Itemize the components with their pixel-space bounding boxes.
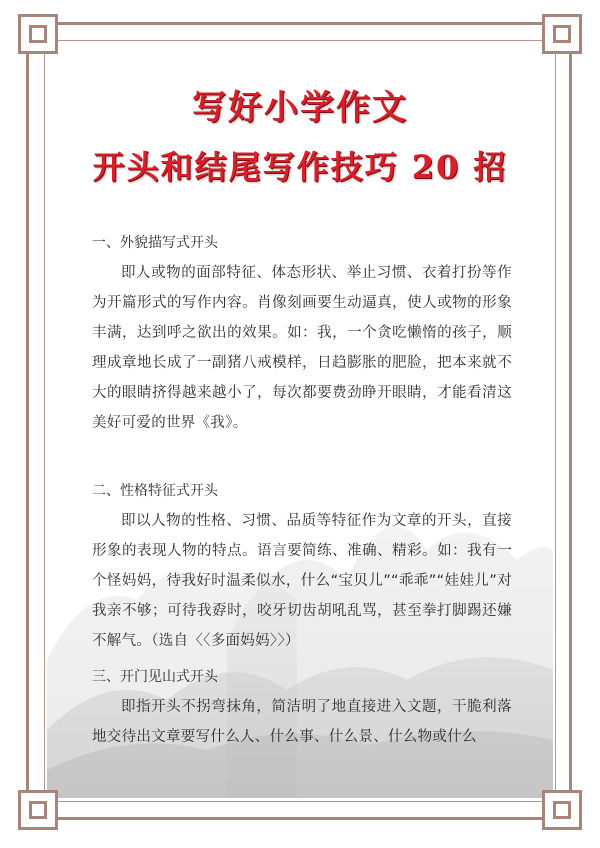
section-paragraph: 即以人物的性格、习惯、品质等特征作为文章的开头，直接形象的表现人物的特点。语言要简练、准确、精彩。如：我有一个怪妈妈，待我好时温柔似水，什么“宝贝儿”“乖乖”“娃娃儿”对我亲不够；可待我孬时，咬牙切齿胡吼乱骂，甚至拳打脚踢还嫌不解气。（选自〈〈多面妈妈〉〉）: [92, 513, 512, 649]
frame-corner-ornament: [542, 790, 582, 830]
article-body: [92, 228, 512, 752]
frame-corner-ornament: [18, 14, 58, 54]
title-line-2: 开头和结尾写作技巧 20 招: [92, 148, 508, 186]
title-line-1: 写好小学作文: [192, 88, 408, 128]
frame-corner-ornament: [542, 14, 582, 54]
frame-corner-ornament: [18, 790, 58, 830]
section-heading: 三、开门见山式开头: [92, 669, 218, 685]
section-heading: 一、外貌描写式开头: [92, 235, 218, 251]
section-paragraph: 即指开头不拐弯抹角，简洁明了地直接进入文题，干脆利落地交待出文章要写什么人、什么事、什么景、什么物或什么: [92, 699, 512, 745]
section-heading: 二、性格特征式开头: [92, 483, 218, 499]
section-paragraph: 即人或物的面部特征、体态形状、举止习惯、衣着打扮等作为开篇形式的写作内容。肖像刻画要生动逼真，使人或物的形象丰满，达到呼之欲出的效果。如：我，一个贪吃懒惰的孩子，顺理成章地长成了一副猪八戒模样，日趋膨胀的肥脸，把本来就不大的眼睛挤得越来越小了，每次都要费劲睁开眼睛，才能看清这美好可爱的世界《我》。: [92, 265, 512, 431]
